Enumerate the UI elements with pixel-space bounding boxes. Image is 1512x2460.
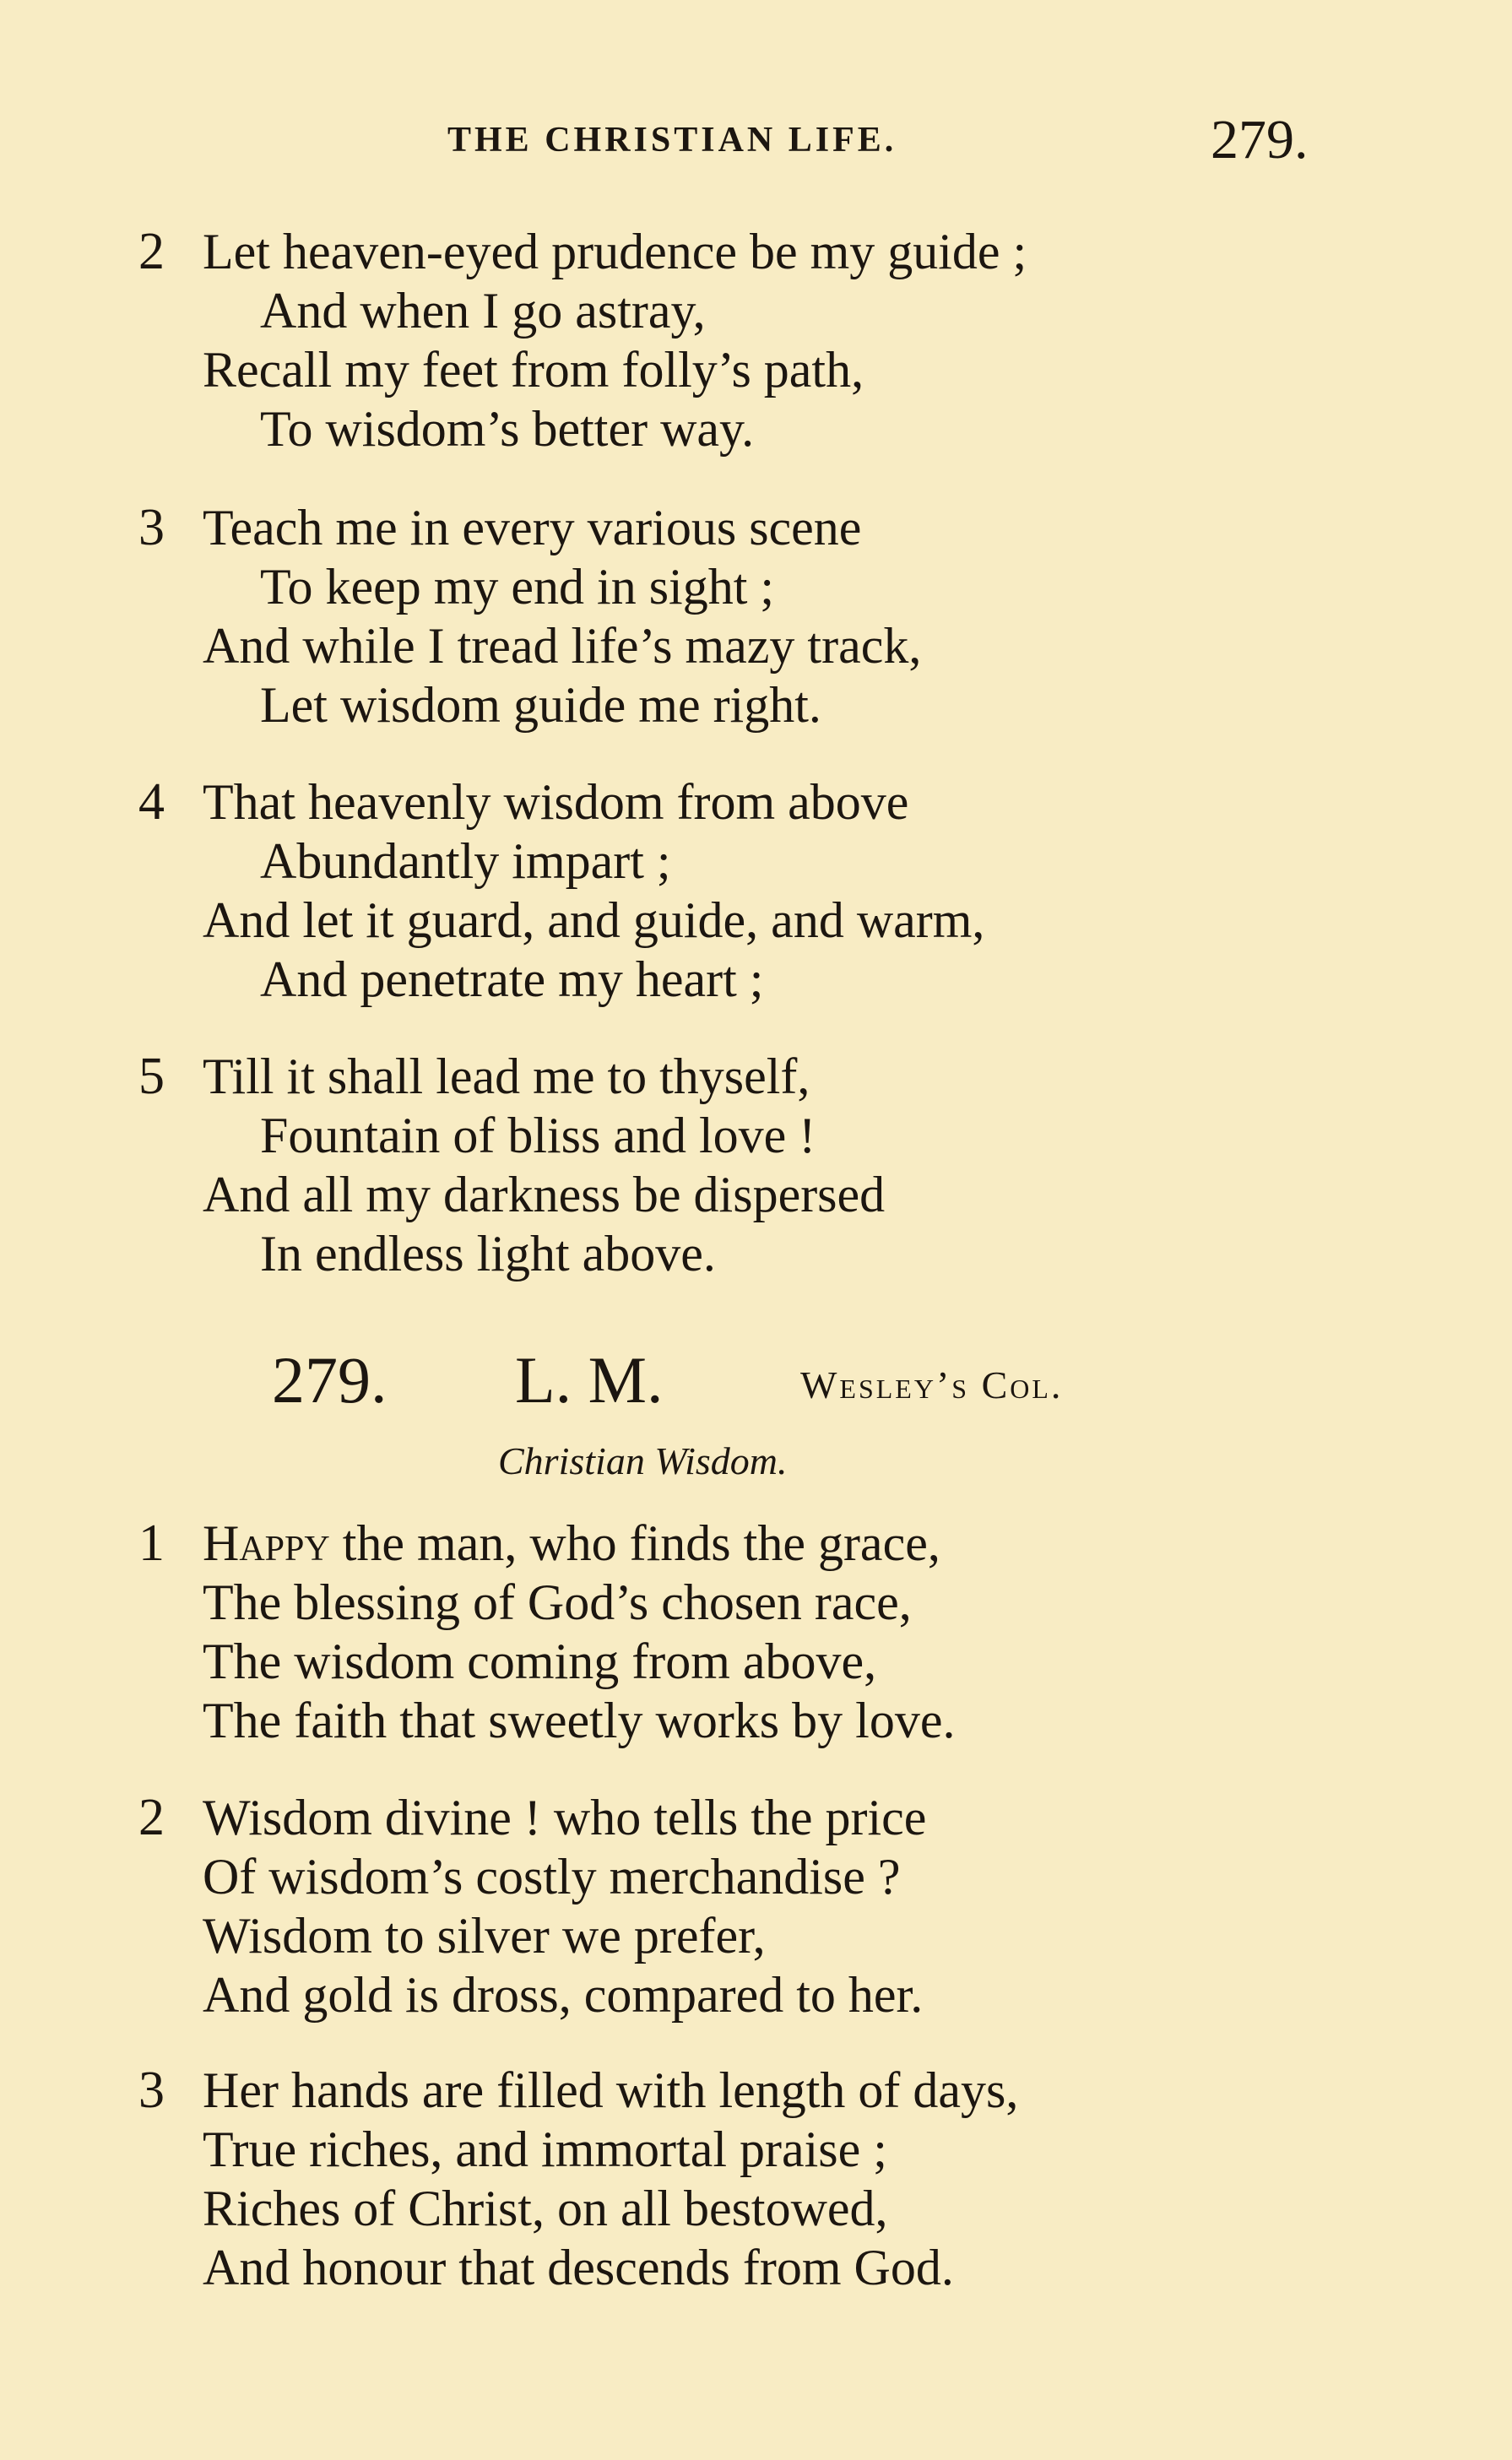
verse-line: To keep my end in sight ;	[260, 559, 775, 615]
first-line-rest: the man, who finds the grace,	[329, 1515, 940, 1571]
verse-line: And gold is dross, compared to her.	[203, 1967, 924, 2023]
verse-line: To wisdom’s better way.	[260, 401, 755, 457]
verse-line: And while I tread life’s mazy track,	[203, 618, 922, 674]
verse-line: True riches, and immortal praise ;	[203, 2121, 887, 2177]
verse-line: Teach me in every various scene	[203, 500, 862, 555]
hymn-heading	[0, 1342, 1512, 1427]
verse-line: Riches of Christ, on all bestowed,	[203, 2181, 888, 2236]
verse-number: 3	[138, 499, 165, 556]
verse-number: 2	[138, 1789, 165, 1846]
verse-line: Fountain of bliss and love !	[260, 1108, 816, 1163]
verse-line: Wisdom divine ! who tells the price	[203, 1790, 927, 1845]
verse-line: That heavenly wisdom from above	[203, 774, 909, 830]
verse-line: And let it guard, and guide, and warm,	[203, 892, 985, 948]
verse-line: And when I go astray,	[260, 283, 706, 339]
verse-line: Let heaven-eyed prudence be my guide ;	[203, 224, 1027, 279]
verse-first-line	[203, 1514, 940, 1573]
hymn-number: 279.	[272, 1343, 387, 1417]
verse-line: Till it shall lead me to thyself,	[203, 1048, 810, 1104]
running-head	[0, 108, 1512, 176]
verse-line: Abundantly impart ;	[260, 833, 671, 889]
verse-line: And all my darkness be dispersed	[203, 1167, 886, 1222]
verse-line: The wisdom coming from above,	[203, 1634, 877, 1689]
verse-number: 3	[138, 2062, 165, 2119]
hymn-subtitle: Christian Wisdom.	[498, 1439, 788, 1482]
hymn-meter: L. M.	[515, 1343, 664, 1417]
verse-line: In endless light above.	[260, 1226, 716, 1281]
verse-line: And penetrate my heart ;	[260, 951, 764, 1007]
verse-number: 5	[138, 1048, 165, 1105]
verse-line: Of wisdom’s costly merchandise ?	[203, 1849, 901, 1905]
verse-number: 1	[138, 1514, 165, 1572]
verse-line: Her hands are filled with length of days,	[203, 2062, 1019, 2118]
verse-line: And honour that descends from God.	[203, 2240, 954, 2295]
first-word: Happy	[203, 1515, 330, 1571]
verse-line: The blessing of God’s chosen race,	[203, 1574, 912, 1630]
verse-number: 4	[138, 773, 165, 831]
hymn-source: Wesley’s Col.	[800, 1363, 1064, 1406]
verse-line: The faith that sweetly works by love.	[203, 1693, 956, 1748]
verse-line: Wisdom to silver we prefer,	[203, 1908, 766, 1964]
verse-line: Recall my feet from folly’s path,	[203, 342, 864, 398]
running-title: THE CHRISTIAN LIFE.	[447, 121, 897, 160]
verse-line: Let wisdom guide me right.	[260, 677, 821, 733]
page-number: 279.	[1211, 109, 1309, 171]
verse-number: 2	[138, 223, 165, 280]
